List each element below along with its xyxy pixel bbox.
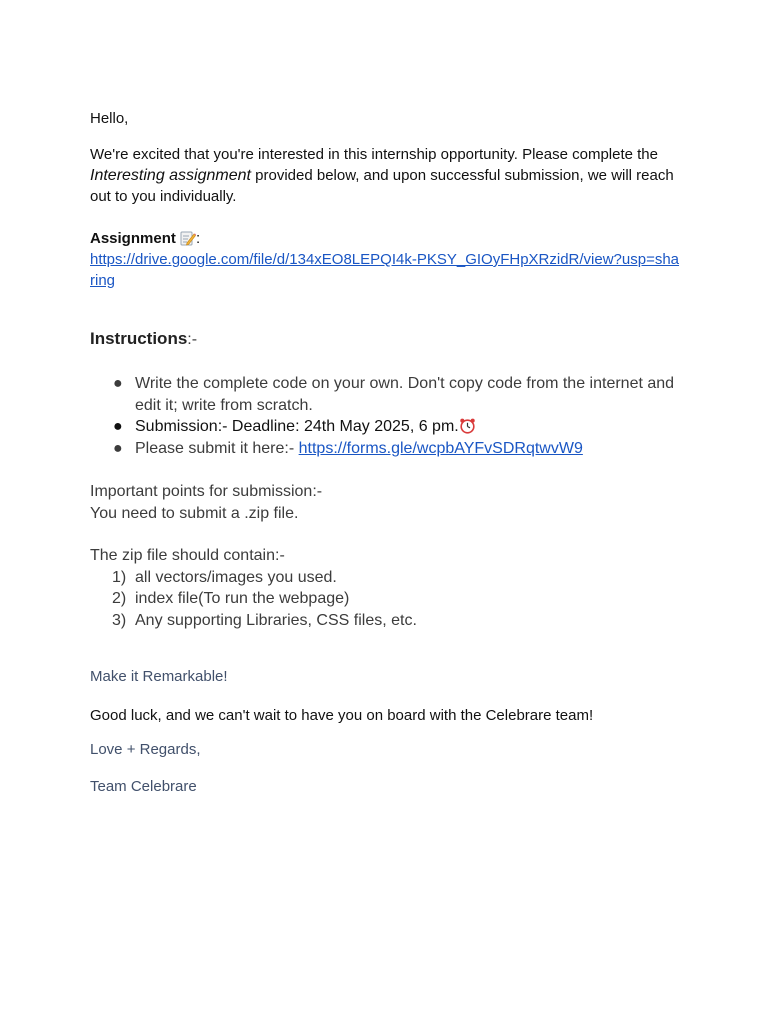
intro-emphasis: Interesting assignment [90, 167, 251, 184]
remark-line: Make it Remarkable! [90, 668, 228, 685]
alarm-clock-icon [459, 417, 476, 434]
bullet-dot: ● [113, 375, 123, 392]
bullet-dot: ● [113, 418, 123, 435]
submission-points [90, 481, 680, 524]
greeting: Hello, [90, 110, 129, 127]
assignment-section: Assignment : https://drive.google.com/file/d/134xEO8LEPQI4k-PKSY_GIOyFHpXRzidR/view?usp=sharing [90, 230, 680, 289]
assignment-link[interactable]: https://drive.google.com/file/d/134xEO8LEPQI4k-PKSY_GIOyFHpXRzidR/view?usp=sharing [90, 251, 680, 289]
list-item: ● Write the complete code on your own. Don't copy code from the internet and edit it; write from scratch. [113, 375, 675, 414]
submission-form-link[interactable]: https://forms.gle/wcpbAYFvSDRqtwvW9 [298, 439, 583, 457]
list-item: ● Submission:- Deadline: 24th May 2025, 6 pm. [90, 416, 680, 438]
regards-line: Love + Regards, [90, 741, 201, 758]
zip-contents [90, 545, 680, 631]
signature: Team Celebrare [90, 778, 197, 795]
intro-paragraph: We're excited that you're interested in this internship opportunity. Please complete the Interesting assignment provided below, and upon successful submission, we will reach out to you individually. [90, 146, 674, 205]
zip-note: You need to submit a .zip file. [90, 504, 299, 522]
list-item: 2) index file(To run the webpage) [112, 590, 350, 607]
bullet-dot: ● [113, 439, 123, 457]
good-luck-line: Good luck, and we can't wait to have you on board with the Celebrare team! [90, 707, 594, 724]
memo-pencil-icon [180, 230, 196, 246]
instructions-heading: Instructions:- [90, 329, 198, 348]
submission-heading: Important points for submission:- [90, 483, 323, 500]
assignment-label: Assignment [90, 230, 176, 247]
list-item: ● Please submit it here:- https://forms.gle/wcpbAYFvSDRqtwvW9 [90, 438, 680, 460]
list-item: 1) all vectors/images you used. [112, 568, 337, 586]
zip-contents-heading: The zip file should contain:- [90, 547, 285, 564]
instructions-list [90, 373, 680, 459]
list-item: 3) Any supporting Libraries, CSS files, etc. [112, 611, 417, 629]
